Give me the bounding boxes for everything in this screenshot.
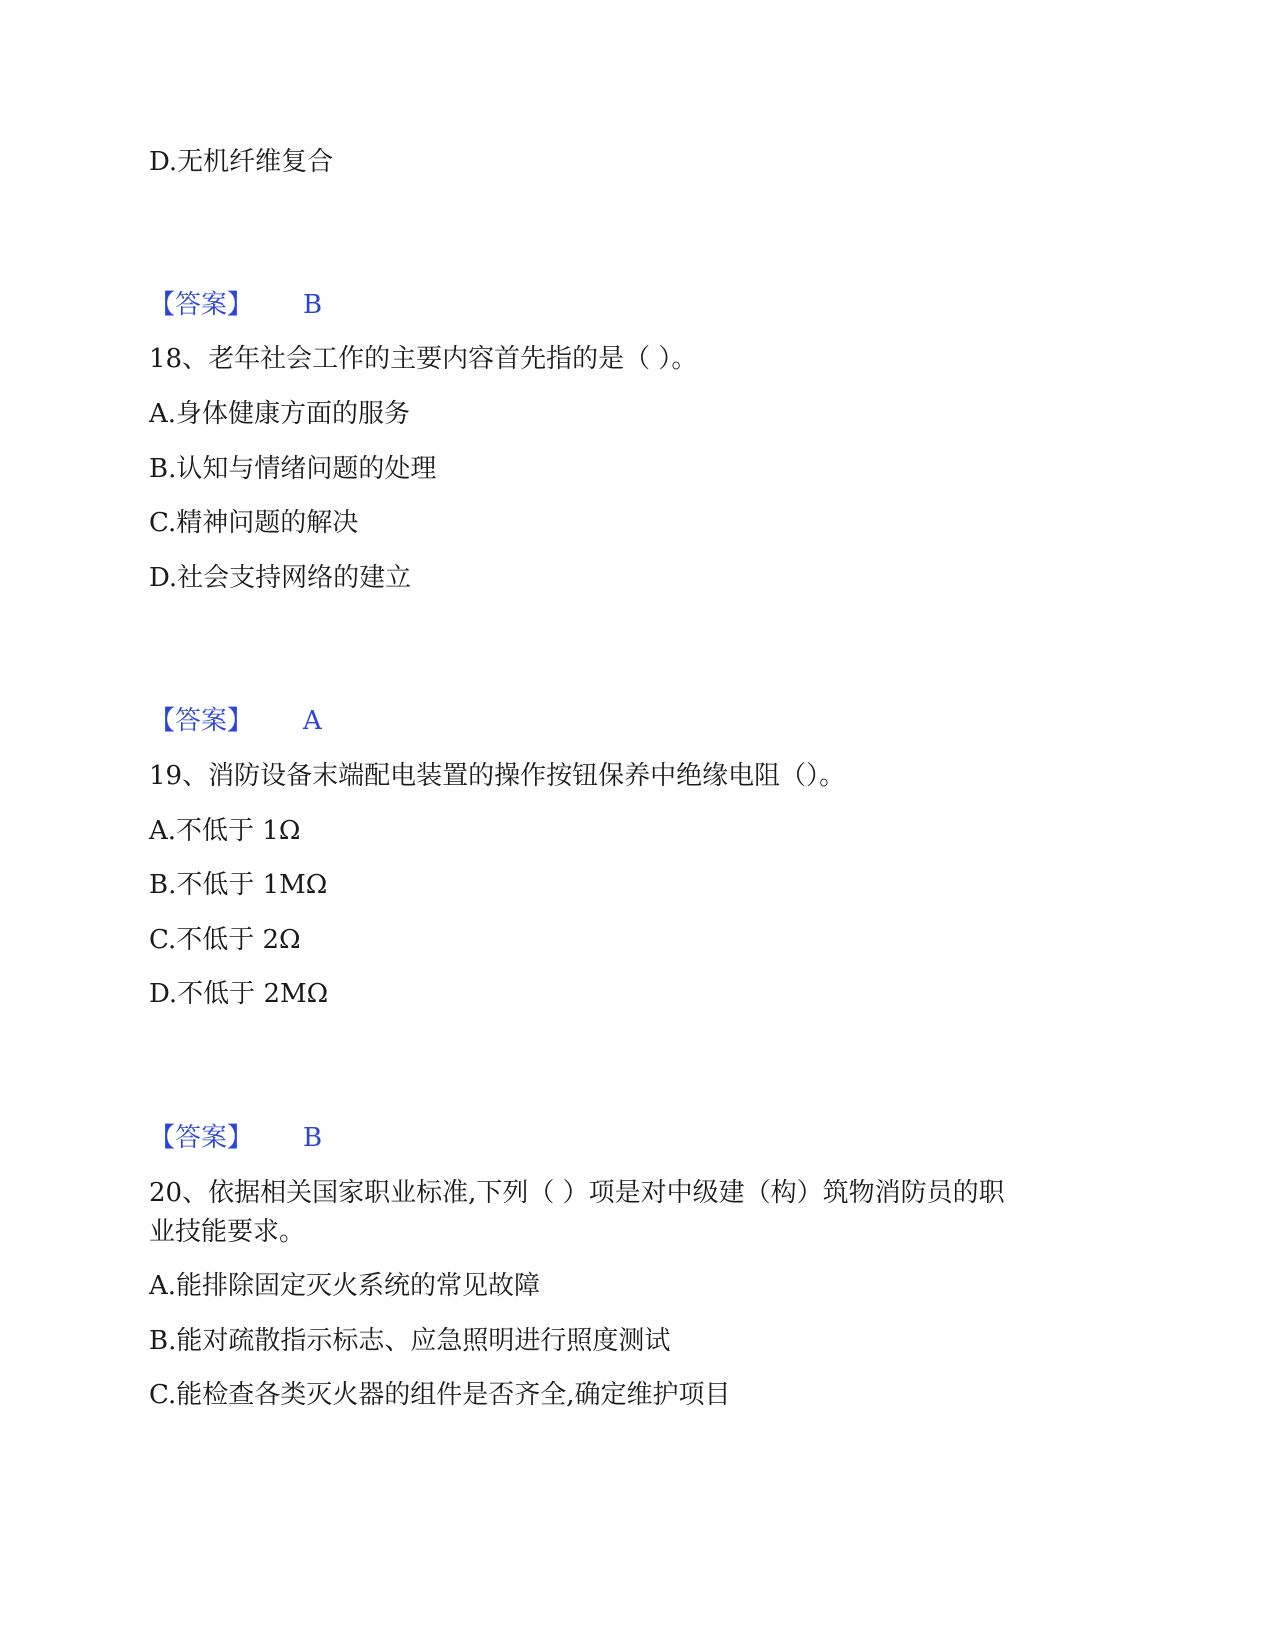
q18-option-c: C.精神问题的解决	[149, 508, 359, 538]
q20-option-b: B.能对疏散指示标志、应急照明进行照度测试	[149, 1326, 671, 1356]
q20-option-c: C.能检查各类灭火器的组件是否齐全,确定维护项目	[149, 1380, 731, 1410]
q18-option-b: B.认知与情绪问题的处理	[149, 454, 437, 484]
q17-answer	[149, 288, 322, 322]
q18-answer	[149, 704, 322, 738]
answer-value: B	[303, 290, 323, 320]
q18-option-d: D.社会支持网络的建立	[149, 563, 412, 593]
q20-question-line2: 业技能要求。	[149, 1217, 306, 1247]
answer-label: 【答案】	[149, 706, 254, 736]
answer-label: 【答案】	[149, 290, 254, 320]
q19-option-b: B.不低于 1MΩ	[149, 870, 328, 900]
q18-question: 18、老年社会工作的主要内容首先指的是（ ）。	[149, 344, 698, 374]
answer-value: A	[303, 706, 322, 736]
q20-option-a: A.能排除固定灭火系统的常见故障	[149, 1271, 541, 1301]
q19-option-d: D.不低于 2MΩ	[149, 979, 329, 1009]
q19-option-a: A.不低于 1Ω	[149, 816, 301, 846]
q19-question: 19、消防设备末端配电装置的操作按钮保养中绝缘电阻（）。	[149, 761, 846, 791]
q20-question-line1: 20、依据相关国家职业标准,下列（ ）项是对中级建（构）筑物消防员的职	[149, 1178, 1005, 1208]
q19-answer	[149, 1121, 322, 1155]
q19-option-c: C.不低于 2Ω	[149, 925, 301, 955]
answer-label: 【答案】	[149, 1123, 254, 1153]
q17-option-d: D.无机纤维复合	[149, 147, 334, 177]
q18-option-a: A.身体健康方面的服务	[149, 399, 411, 429]
answer-value: B	[303, 1123, 323, 1153]
